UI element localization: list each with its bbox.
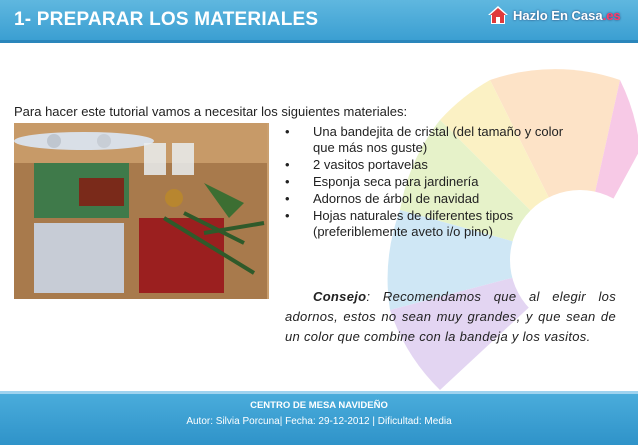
slide-header — [0, 0, 638, 43]
list-item — [285, 174, 615, 190]
list-item — [285, 208, 615, 240]
bullet: • — [285, 124, 290, 139]
list-item — [285, 124, 615, 156]
house-icon — [487, 4, 509, 26]
footer-title: CENTRO DE MESA NAVIDEÑO — [250, 400, 388, 411]
bullet: • — [285, 191, 290, 206]
logo-text: Hazlo En Casa — [513, 7, 603, 23]
bullet: • — [285, 157, 290, 172]
logo-domain: .es — [602, 7, 621, 23]
list-item-text: Adornos de árbol de navidad — [313, 191, 480, 206]
list-item-text: 2 vasitos portavelas — [313, 157, 428, 172]
materials-list — [285, 124, 615, 241]
tip-paragraph — [285, 287, 616, 347]
site-logo[interactable] — [487, 3, 621, 27]
list-item-text: Una bandejita de cristal (del tamaño y color — [313, 124, 564, 139]
intro-text: Para hacer este tutorial vamos a necesitar los siguientes materiales: — [14, 104, 408, 119]
list-item-text: (preferiblemente aveto i/o pino) — [313, 224, 493, 239]
list-item — [285, 191, 615, 207]
tip-text: : Recomendamos que al elegir los adornos, estos no sean muy grandes, y que sean de un color que combine con la bandeja y los vasitos. — [285, 289, 616, 344]
slide-footer — [0, 391, 638, 445]
tip-label: Consejo — [313, 289, 367, 304]
materials-photo — [14, 123, 269, 299]
list-item — [285, 157, 615, 173]
bullet: • — [285, 208, 290, 223]
list-item-text: Hojas naturales de diferentes tipos — [313, 208, 514, 223]
list-item-text: que más nos guste) — [313, 140, 428, 155]
slide-title: 1- PREPARAR LOS MATERIALES — [14, 9, 319, 30]
footer-meta: Autor: Silvia Porcuna| Fecha: 29-12-2012 | Dificultad: Media — [186, 416, 452, 427]
bullet: • — [285, 174, 290, 189]
list-item-text: Esponja seca para jardinería — [313, 174, 479, 189]
